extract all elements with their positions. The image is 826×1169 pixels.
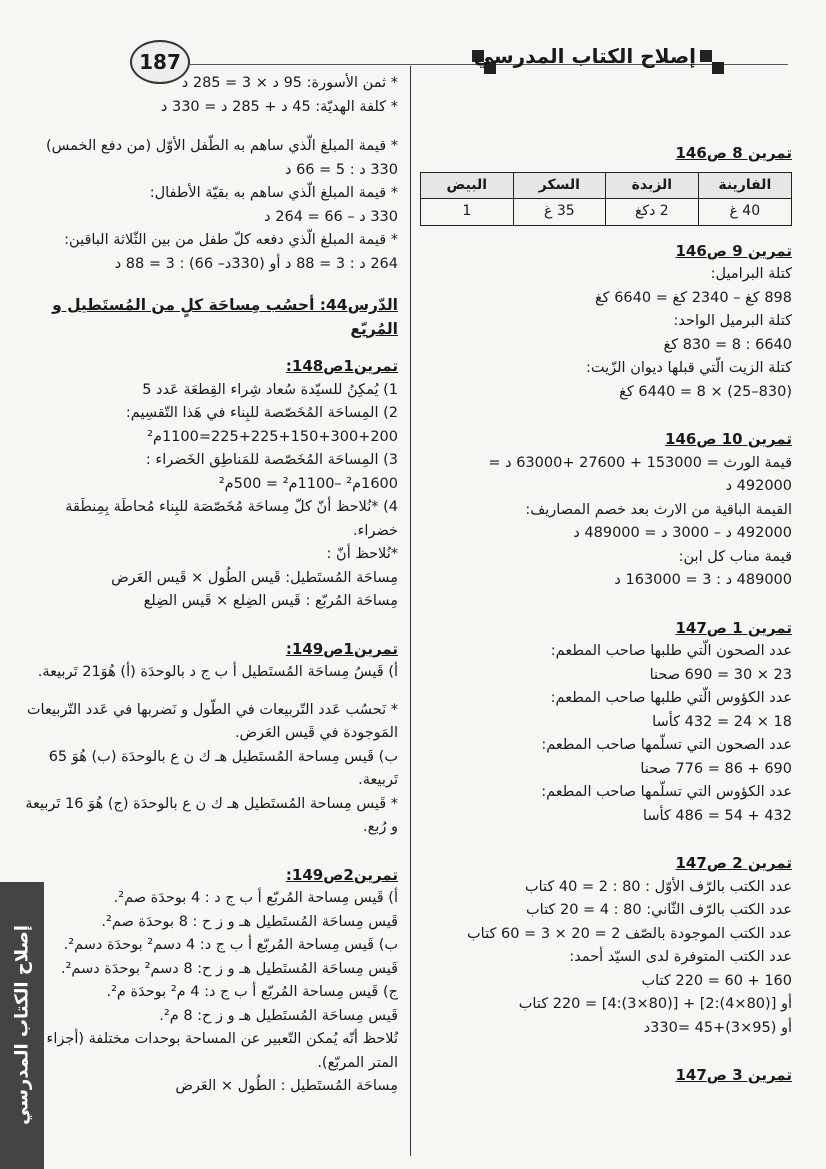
text-line: 6640 : 8 = 830 كغ [663, 336, 792, 353]
exercise-title: تمرين 9 ص146 [675, 241, 792, 260]
text-line: مِساحَة المُربّع : قَيس الضِلع × قَيس الضِلع [143, 593, 398, 609]
table-header-cell: البيض [421, 172, 514, 199]
column-divider [410, 66, 411, 1156]
text-line: 330 د – 66 = 264 د [264, 208, 398, 225]
text-line [20, 685, 398, 699]
text-line: (830–25) × 8 = 6440 كغ [619, 383, 792, 400]
text-line: 492000 د – 3000 د = 489000 د [573, 525, 792, 541]
text-line: عدد الصحون التي تسلّمها صاحب المطعم: [541, 737, 792, 753]
text-line: كتلة الزيت الّتي قبلها ديوان الزّيت: [585, 360, 792, 376]
text-line: مِساحَة المُستَطيل: قَيس الطُول × قَيس العَرض [111, 569, 398, 586]
exercise-title: تمرين2ص149: [285, 865, 398, 884]
table-header-cell: الفارينة [698, 172, 791, 199]
table-header-cell: السكر [513, 172, 606, 199]
text-line: 18 × 24 = 432 كأسا [652, 713, 792, 730]
exercise-title: تمرين 1 ص147 [675, 618, 792, 637]
text-line: أو (95×3)+45 =330د [643, 1019, 792, 1036]
text-line: أو [(80×4):2] + [(80×3):4] = 220 كتاب [518, 996, 792, 1012]
exercise-title: تمرين 3 ص147 [675, 1066, 792, 1084]
text-line: عدد الكتب المتوفرة لدى السيّد أحمد: [569, 949, 792, 965]
table-cell: 40 غ [698, 199, 791, 226]
text-line: ب) قَيس مِساحة المُربّع أ ب ج د: 4 دسم² بوحدَة دسم². [63, 937, 398, 953]
text-line: قيمة مناب كل ابن: [678, 548, 792, 565]
exercise-title: تمرين1ص149: [285, 639, 398, 658]
text-line: * ثمن الأسورة: 95 د × 3 = 285 د [181, 75, 398, 91]
text-line: 4) *نُلاحظ أنّ كلّ مِساحَة مُخَصّصَة للبِناء مُحاطَة بِمِنطَقة خضراء. [65, 499, 398, 539]
text-line: * قيمة المبلغ الّذي دفعه كلّ طفل من بين الثّلاثة الباقين: [64, 232, 398, 248]
text-line: 489000 د : 3 = 163000 د [614, 572, 792, 588]
text-line: 2) المِساحَة المُخَصّصة للبِناء في هَذا التّقسِيم: [125, 405, 398, 421]
text-line: * كلفة الهديّة: 45 د + 285 د = 330 د [160, 98, 398, 115]
text-line: 898 كغ – 2340 كغ = 6640 كغ [594, 289, 792, 306]
text-line: قَيس مِساحَة المُستَطيل هـ و ز ح : 8 بوحدَة صم². [101, 913, 398, 930]
text-line: 23 × 30 = 690 صحنا [649, 666, 792, 683]
ingredients-table [420, 172, 792, 226]
exercise-title: تمرين 10 ص146 [665, 430, 792, 448]
text-line [20, 119, 398, 135]
text-line: 432 + 54 = 486 كأسا [642, 807, 792, 824]
table-cell: 35 غ [513, 199, 606, 226]
text-line: عدد الصحون الّتي طلبها صاحب المطعم: [550, 643, 792, 659]
table-cell: 1 [421, 199, 514, 226]
text-line: 330 د : 5 = 66 د [285, 161, 398, 178]
text-line: مِساحَة المُستَطيل : الطُول × العَرض [175, 1078, 398, 1094]
lesson-title: الدّرس44: أحسُب مِساحَة كلٍ من المُستَطيل و المُربّع [52, 296, 398, 338]
text-line: القيمة الباقية من الارث بعد خصم المصاريف: [525, 501, 792, 518]
text-line: كتلة البراميل: [710, 266, 792, 282]
text-line: 3) المِساحَة المُخَصّصة للمَناطِق الخَضراء : [145, 452, 398, 468]
text-line: 1) يُمكِنُ للسيّدة سُعاد شِراء القِطعَة عَدد 5 [142, 381, 398, 398]
text-line: أ) قَيس مِساحة المُربّع أ ب ج د : 4 بوحدَة صم². [113, 890, 398, 906]
text-line: * قَيس مِساحة المُستَطيل هـ ك ن ع بالوحدَة (ج) هُوَ 16 تَربيعة و رُبع. [25, 795, 398, 835]
exercise-title: تمرين1ص148: [285, 357, 398, 375]
text-line: عدد الكتب بالرّف الأوّل : 80 : 2 = 40 كتاب [524, 878, 792, 895]
text-line: ب) قَيس مِساحة المُستَطيل هـ ك ن ع بالوحدَة (ب) هُوَ 65 تَربيعة. [48, 748, 398, 788]
left-column [20, 72, 398, 1099]
right-column [420, 66, 792, 1088]
text-line: 492000 د [725, 478, 792, 494]
book-title: إصلاح الكتاب المدرسي [473, 44, 696, 68]
text-line: عدد الكؤوس التي تسلّمها صاحب المطعم: [541, 784, 792, 800]
text-line: كتلة البرميل الواحد: [673, 313, 792, 329]
text-line: *نُلاحظ أنّ : [326, 546, 398, 562]
text-line: * قيمة المبلغ الّذي ساهم به بقيّة الأطفال: [149, 185, 398, 201]
table-header-cell: الزبدة [606, 172, 698, 199]
text-line: 264 د : 3 = 88 د أو (330د– 66) : 3 = 88 د [114, 255, 398, 272]
header-square-decoration [700, 50, 712, 62]
text-line: أ) قَيسُ مِساحَة المُستَطيل أ ب ج د بالوحدَة (أ) هُوَ21 تَربيعة. [37, 664, 398, 680]
sidebar-tab [0, 882, 44, 1169]
text-line: 225+225+150+300+200=1100م² [147, 428, 398, 445]
text-line: نُلاحظ أنّه يُمكن التّعبير عن المساحة بوحدات مختلفة (أجزاء المتر المربّع). [46, 1031, 398, 1071]
text-line: ج) قَيس مِساحة المُربّع أ ب ج د: 4 م² بوحدَة م². [106, 984, 398, 1000]
text-line: قَيس مِساحَة المُستَطيل هـ و ز ح: 8 م². [159, 1007, 398, 1024]
text-line: عدد الكؤوس الّتي طلبها صاحب المطعم: [550, 690, 792, 706]
text-line: قَيس مِساحَة المُستَطيل هـ و ز ح: 8 دسم² بوحدَة دسم². [60, 960, 398, 977]
exercise-title: تمرين 8 ص146 [675, 144, 792, 162]
page-number: 187 [130, 40, 190, 84]
text-line: 690 + 86 = 776 صحنا [640, 760, 792, 777]
text-line: عدد الكتب الموجودة بالصّف 2 = 20 × 3 = 60 كتاب [467, 925, 792, 942]
text-line: 160 + 60 = 220 كتاب [641, 972, 792, 989]
sidebar-label: إصلاح الكتاب المدرسي [11, 925, 33, 1125]
text-line: 1600م² –1100م² = 500م² [218, 475, 398, 492]
text-line: * قيمة المبلغ الّذي ساهم به الطّفل الأوّل (من دفع الخمس) [45, 138, 398, 154]
text-line: * نَحسُب عَدد التّربيعات في الطّول و نَضربها في عَدد التّربيعات المَوجودة في قَيس العَرض. [26, 701, 398, 741]
table-cell: 2 دكغ [606, 199, 698, 226]
text-line: قيمة الورث = 153000 + 27600 +63000 د = [488, 454, 792, 471]
exercise-title: تمرين 2 ص147 [675, 854, 792, 872]
text-line: عدد الكتب بالرّف الثّاني: 80 : 4 = 20 كتاب [526, 902, 792, 918]
